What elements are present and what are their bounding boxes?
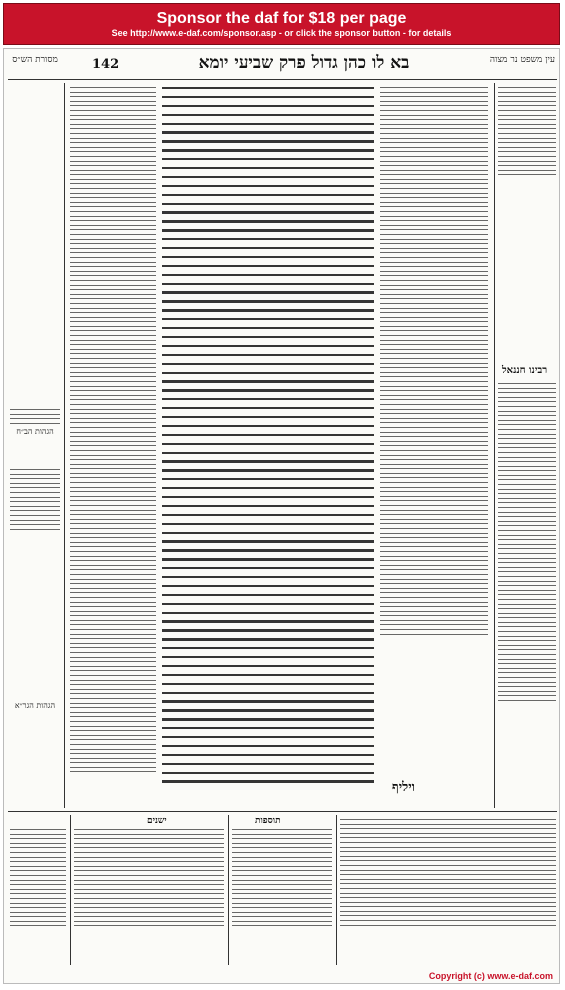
sponsor-banner[interactable]	[3, 3, 560, 45]
ishanim-label: ישנים	[144, 815, 170, 826]
ein-mishpat-label: עין משפט נר מצוה	[489, 55, 555, 65]
vilna-section-head: ויליף	[392, 780, 415, 795]
right-margin-divider	[494, 83, 495, 808]
ein-mishpat-notes	[498, 87, 556, 287]
rabbeinu-chananel-text	[498, 383, 556, 803]
page-title: בא לו כהן גדול פרק שביעי יומא	[198, 53, 410, 73]
rashi-bottom-text	[340, 819, 556, 959]
bottom-left-notes	[10, 829, 66, 959]
masoret-hashas-label: מסורת הש״ס	[12, 55, 58, 65]
bottom-divider-2	[228, 815, 229, 965]
sponsor-subtitle[interactable]: See http://www.e-daf.com/sponsor.asp - or click the sponsor button - for details	[111, 28, 452, 38]
lower-section-rule	[8, 811, 557, 812]
page-number: 142	[92, 57, 120, 72]
hagahot-hagra-label: הגהות הגר״א	[10, 701, 60, 710]
tosafot-yeshanim-text	[74, 829, 224, 959]
tosafot-commentary	[380, 87, 488, 787]
talmud-page	[3, 48, 560, 984]
gemara-main-text	[162, 87, 374, 787]
rabbeinu-chananel-label: רבינו חננאל	[502, 365, 548, 376]
sponsor-title[interactable]: Sponsor the daf for $18 per page	[156, 10, 407, 27]
copyright-link[interactable]: Copyright (c) www.e-daf.com	[428, 971, 553, 981]
bottom-divider-3	[336, 815, 337, 965]
page-header	[4, 49, 560, 79]
tosafot-bottom-text	[232, 829, 332, 959]
bottom-divider-1	[70, 815, 71, 965]
rashi-commentary	[70, 87, 156, 787]
left-margin-notes-2	[10, 469, 60, 769]
tosafot-label: תוספות	[252, 815, 284, 826]
hagahot-habach-label: הגהות הב״ח	[10, 427, 60, 436]
header-rule	[8, 79, 557, 80]
left-margin-divider	[64, 83, 65, 808]
